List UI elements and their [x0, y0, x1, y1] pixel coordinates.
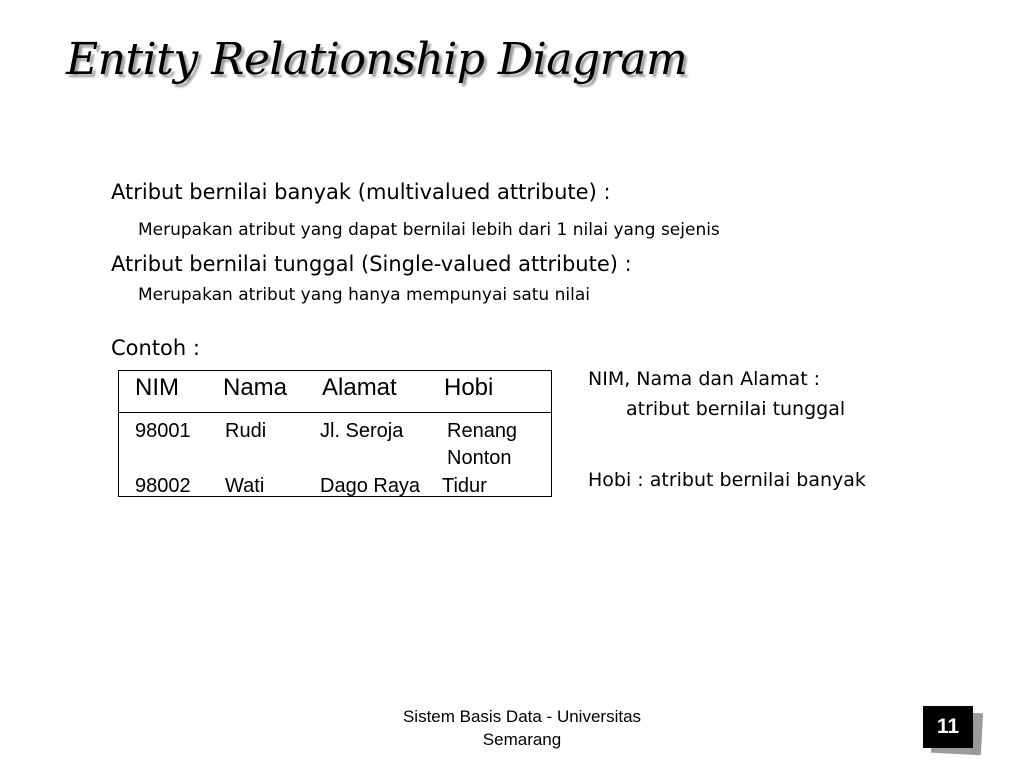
example-label: Contoh :	[111, 336, 200, 360]
table-cell: 98001	[135, 420, 191, 442]
header-nim: NIM	[135, 374, 179, 401]
multivalued-description: Merupakan atribut yang dapat bernilai lebih dari 1 nilai yang sejenis	[138, 220, 720, 240]
header-hobi: Hobi	[444, 374, 494, 401]
table-cell: Nonton	[447, 447, 512, 469]
table-cell: 98002	[135, 475, 191, 497]
header-alamat: Alamat	[322, 374, 397, 401]
page-number: 11	[923, 706, 973, 748]
table-cell: Tidur	[442, 475, 487, 497]
single-valued-note-line2: atribut bernilai tunggal	[626, 398, 846, 420]
table-cell: Wati	[225, 475, 265, 497]
single-valued-term: Atribut bernilai tunggal (Single-valued attribute) :	[111, 252, 632, 276]
table-cell: Jl. Seroja	[320, 420, 404, 442]
header-divider	[119, 412, 551, 413]
footer	[352, 705, 692, 751]
multivalued-term: Atribut bernilai banyak (multivalued attribute) :	[111, 180, 611, 204]
footer-line2: Semarang	[482, 730, 562, 749]
example-table	[118, 370, 552, 497]
table-cell: Dago Raya	[320, 475, 421, 497]
footer-line1: Sistem Basis Data - Universitas	[402, 707, 642, 726]
single-valued-description: Merupakan atribut yang hanya mempunyai satu nilai	[138, 285, 590, 305]
header-nama: Nama	[223, 374, 288, 401]
slide-title: Entity Relationship Diagram	[66, 34, 688, 85]
single-valued-note-line1: NIM, Nama dan Alamat :	[588, 368, 821, 390]
table-cell: Rudi	[225, 420, 267, 442]
multivalued-note: Hobi : atribut bernilai banyak	[588, 469, 866, 491]
table-cell: Renang	[447, 420, 518, 442]
